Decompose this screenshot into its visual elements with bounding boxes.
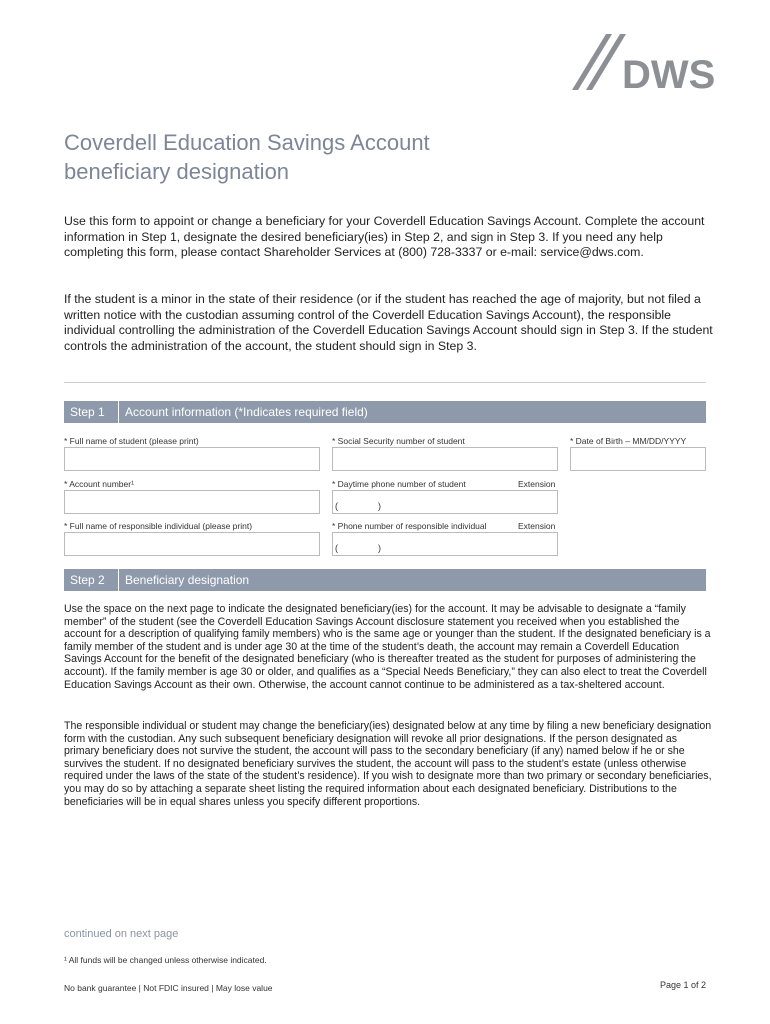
daytime-phone-input[interactable] bbox=[332, 490, 558, 514]
step2-paragraph: The responsible individual or student may change the beneficiary(ies) designated below at any time by filing a new beneficiary designation form with the custodian. Any such subsequent beneficiary designation will revoke all prior designations. If the person designated as primary beneficiary does not survive the student, the account will pass to the secondary beneficiary (if any) named below if he or she survives the student. If no designated beneficiary survives the student, the account will pass to the student’s estate (unless otherwise required under the laws of the state of the student’s residence). If you wish to designate more than two primary or secondary beneficiaries, you may do so by attaching a separate sheet listing the required information about each designated beneficiary. Distributions to the beneficiaries will be in equal shares unless you specify different proportions. bbox=[64, 720, 712, 808]
intro-paragraph: If the student is a minor in the state of their residence (or if the student has reached the age of majority, but not filed a written notice with the custodian assuming control of the Coverdell Education Savings Account), the responsible individual controlling the administration of the Coverdell Education Savings Account should sign in Step 3. If the student controls the administration of the account, the student should sign in Step 3. bbox=[64, 292, 713, 353]
continued-note: continued on next page bbox=[64, 928, 179, 940]
intro-paragraph: Use this form to appoint or change a beneficiary for your Coverdell Education Savings Account. Complete the account information in Step 1, designate the desired beneficiary(ies) in Step 2, and sign in Step 3. If you need any help completing this form, please contact Shareholder Services at (800) 728-3337 or e-mail: service@dws.com. bbox=[64, 214, 705, 260]
svg-text:DWS: DWS bbox=[622, 53, 716, 96]
field-label: * Phone number of responsible individual bbox=[332, 521, 487, 531]
disclaimer: No bank guarantee | Not FDIC insured | May lose value bbox=[64, 983, 273, 993]
step-number: Step 1 bbox=[64, 401, 119, 423]
page-number: Page 1 of 2 bbox=[660, 980, 707, 990]
responsible-name-input[interactable] bbox=[64, 532, 320, 556]
step-label: Beneficiary designation bbox=[125, 573, 250, 587]
footnote: ¹ All funds will be changed unless otherwise indicated. bbox=[64, 955, 267, 965]
step2-paragraph: Use the space on the next page to indicate the designated beneficiary(ies) for the account. It may be advisable to designate a “family member” of the student (see the Coverdell Education Savings Account disclosure statement you received when you established the account for a description of qualifying family members) who is the same age or younger than the student. If the designated beneficiary is a family member of the student and is under age 30 at the time of the student’s death, the account may remain a Coverdell Education Savings Account for the benefit of the designated beneficiary (who is thereafter treated as the student for purposes of administering the account). If the family member is age 30 or older, and qualifies as a “Special Needs Beneficiary,” they can also elect to treat the Coverdell Education Savings Account as their own. Otherwise, the account cannot continue to be administered as a tax-sheltered account. bbox=[64, 603, 711, 691]
field-label: Extension bbox=[518, 479, 556, 489]
dws-logo bbox=[572, 34, 732, 96]
title-line: beneficiary designation bbox=[64, 159, 290, 184]
field-label: * Daytime phone number of student bbox=[332, 479, 466, 489]
title-line: Coverdell Education Savings Account bbox=[64, 130, 430, 155]
page-title bbox=[64, 128, 430, 186]
account-number-input[interactable] bbox=[64, 490, 320, 514]
field-label: * Account number¹ bbox=[64, 479, 134, 489]
field-label: * Date of Birth – MM/DD/YYYY bbox=[570, 436, 687, 446]
step1-header bbox=[64, 401, 706, 423]
ssn-input[interactable] bbox=[332, 447, 558, 471]
field-label: * Social Security number of student bbox=[332, 436, 465, 446]
responsible-phone-input[interactable] bbox=[332, 532, 558, 556]
student-name-input[interactable] bbox=[64, 447, 320, 471]
paren: ( bbox=[335, 543, 338, 553]
step2-header bbox=[64, 569, 706, 591]
step-label: Account information (*Indicates required field) bbox=[125, 405, 368, 419]
field-label: * Full name of responsible individual (please print) bbox=[64, 521, 253, 531]
dob-input[interactable] bbox=[570, 447, 706, 471]
field-label: * Full name of student (please print) bbox=[64, 436, 199, 446]
paren: ( bbox=[335, 501, 338, 511]
divider bbox=[64, 382, 706, 383]
paren: ) bbox=[378, 543, 381, 553]
step-number: Step 2 bbox=[64, 569, 119, 591]
paren: ) bbox=[378, 501, 381, 511]
field-label: Extension bbox=[518, 521, 556, 531]
